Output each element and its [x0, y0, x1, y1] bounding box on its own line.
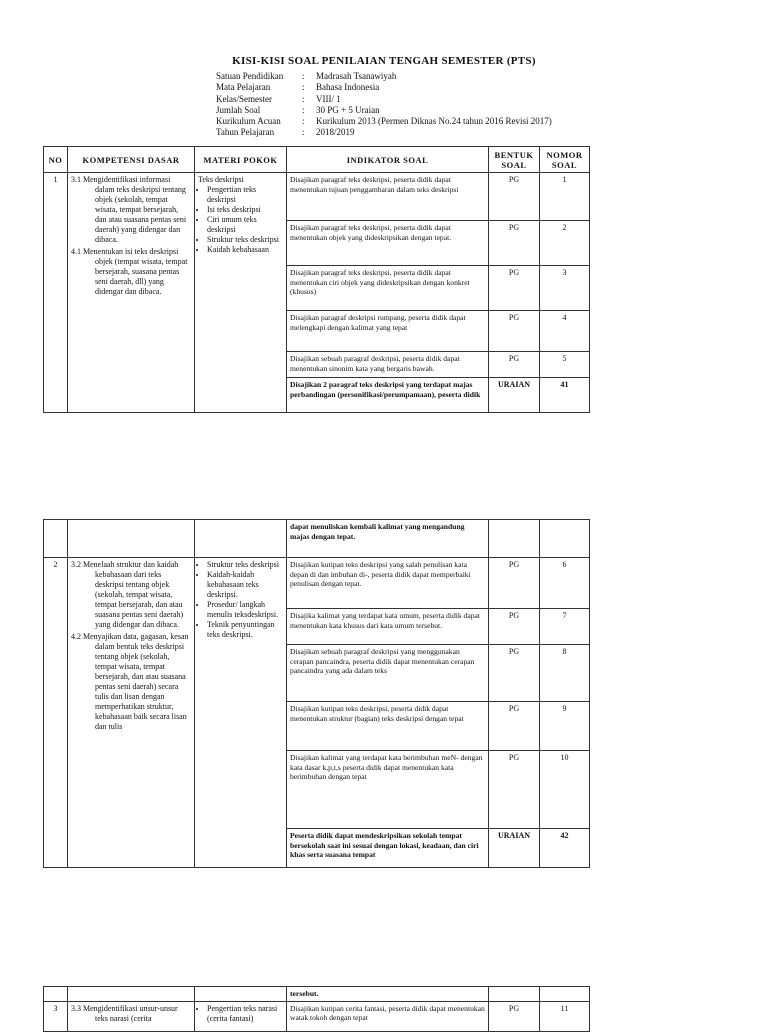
- indikator-cell: Disajikan paragraf teks deskripsi, peserta didik dapat menentukan objek yang dideskripsikan dengan tepat.: [287, 221, 489, 266]
- header-nomor-soal: NOMOR SOAL: [540, 147, 590, 173]
- document-meta: [216, 71, 552, 139]
- bentuk-cell: PG: [489, 645, 540, 702]
- empty-cell: [195, 987, 287, 1002]
- meta-value: Bahasa Indonesia: [316, 82, 380, 93]
- header-no: NO: [44, 147, 68, 173]
- kd-item: 3.2 Menelaah struktur dan kaidah kebahasaan dari teks deskripsi tentang objek (sekolah, tempat wisata, tempat bersejarah, dan atau suasana pentas seni daerah) yang didengar dan dibaca.: [71, 560, 184, 629]
- nomor-cell: 9: [540, 702, 590, 751]
- empty-cell: [489, 520, 540, 558]
- bentuk-cell: URAIAN: [489, 378, 540, 413]
- table-row: [44, 520, 590, 558]
- bentuk-cell: PG: [489, 702, 540, 751]
- indikator-cell: dapat menuliskan kembali kalimat yang mengandung majas dengan tepat.: [287, 520, 489, 558]
- kompetensi-dasar-cell: [68, 558, 195, 868]
- kisi-kisi-table-3: [43, 986, 590, 1032]
- table-row: [44, 173, 590, 221]
- bentuk-cell: PG: [489, 311, 540, 352]
- meta-row: [216, 116, 552, 127]
- row-number: 2: [44, 558, 68, 868]
- nomor-cell: 10: [540, 751, 590, 829]
- meta-value: Madrasah Tsanawiyah: [316, 71, 397, 81]
- meta-label: Satuan Pendidikan: [216, 71, 284, 81]
- kisi-kisi-table-2: [43, 519, 590, 868]
- bentuk-cell: PG: [489, 1001, 540, 1031]
- bentuk-cell: PG: [489, 352, 540, 378]
- list-item: • Kaidah-kaidah kebahasaan teks deskripsi.: [207, 570, 283, 600]
- meta-value: Kurikulum 2013 (Permen Diknas No.24 tahun 2016 Revisi 2017): [316, 116, 552, 127]
- materi-pokok-cell: [195, 173, 287, 413]
- list-item: • Pengertian teks deskripsi: [207, 185, 283, 205]
- bentuk-cell: URAIAN: [489, 829, 540, 868]
- empty-cell: [44, 520, 68, 558]
- list-item: • Pengertian teks narasi (cerita fantasi): [207, 1004, 283, 1024]
- bentuk-cell: PG: [489, 558, 540, 609]
- bentuk-cell: PG: [489, 609, 540, 645]
- nomor-cell: 7: [540, 609, 590, 645]
- meta-value: 30 PG + 5 Uraian: [316, 104, 380, 115]
- indikator-cell: Disajikan paragraf teks deskripsi, peserta didik dapat menentukan ciri objek yang dideskripsikan dengan konkret (khusus): [287, 266, 489, 311]
- materi-intro: Teks deskripsi: [198, 175, 244, 184]
- meta-row: [216, 127, 552, 138]
- materi-pokok-cell: [195, 558, 287, 868]
- kd-item: 3.3 Mengidentifikasi unsur-unsur teks narasi (cerita: [71, 1003, 178, 1023]
- empty-cell: [540, 987, 590, 1002]
- indikator-cell: Disajikan kalimat yang terdapat kata berimbuhan meN- dengan kata dasar k,p,t,s peserta didik dapat menentukan kata berimbuhan dengan tepat: [287, 751, 489, 829]
- indikator-cell: Disajikan paragraf deskripsi rumpang, peserta didik dapat melengkapi dengan kalimat yang tepat: [287, 311, 489, 352]
- header-bentuk-soal: BENTUK SOAL: [489, 147, 540, 173]
- indikator-cell: Disajikan kutipan teks deskripsi yang salah penulisan kata depan di dan imbuhan di-, peserta didik dapat memperbaiki penulisan dengan tepat.: [287, 558, 489, 609]
- nomor-cell: 3: [540, 266, 590, 311]
- indikator-cell: Peserta didik dapat mendeskripsikan sekolah tempat bersekolah saat ini sesuai dengan lokasi, keadaan, dan ciri khas serta suasana tempat: [287, 829, 489, 868]
- list-item: • Struktur teks deskripsi: [207, 235, 283, 245]
- meta-row: [216, 82, 552, 93]
- indikator-cell: Disajikan 2 paragraf teks deskripsi yang terdapat majas perbandingan (personifikasi/perumpamaan), peserta didik: [287, 378, 489, 413]
- table-row: [44, 1001, 590, 1031]
- header-materi-pokok: MATERI POKOK: [195, 147, 287, 173]
- empty-cell: [68, 987, 195, 1002]
- meta-row: [216, 105, 552, 116]
- row-number: 1: [44, 173, 68, 413]
- meta-separator: :: [302, 116, 305, 127]
- meta-label: Kurikulum Acuan: [216, 116, 281, 127]
- meta-separator: :: [302, 104, 305, 115]
- nomor-cell: 6: [540, 558, 590, 609]
- empty-cell: [489, 987, 540, 1002]
- materi-list: [198, 185, 283, 255]
- indikator-cell: Disajikan sebuah paragraf deskripsi, peserta didik dapat menentukan sinonim kata yang bergaris bawah.: [287, 352, 489, 378]
- list-item: • Prosedur/ langkah menulis teksdeskripsi.: [207, 600, 283, 620]
- empty-cell: [195, 520, 287, 558]
- kd-item: 4.2 Menyajikan data, gagasan, kesan dalam bentuk teks deskripsi tentang objek (sekolah, tempat wisata, tempat bersejarah, dan atau suasana pentas seni daerah) secara tulis dan lisan dengan memperhatikan struktur, kebahasaan baik secara lisan dan tulis: [71, 632, 189, 731]
- document-title: KISI-KISI SOAL PENILAIAN TENGAH SEMESTER (PTS): [232, 55, 536, 67]
- meta-label: Kelas/Semester: [216, 93, 272, 104]
- indikator-cell: Disajikan kutipan cerita fantasi, peserta didik dapat menentukan watak tokoh dengan tepat: [287, 1001, 489, 1031]
- bentuk-cell: PG: [489, 221, 540, 266]
- meta-value: 2018/2019: [316, 127, 355, 138]
- meta-label: Jumlah Soal: [216, 104, 261, 115]
- meta-row: [216, 94, 552, 105]
- materi-pokok-cell: [195, 1001, 287, 1031]
- meta-label: Tahun Pelajaran: [216, 127, 275, 138]
- indikator-cell: Disajikan paragraf teks deskripsi, peserta didik dapat menentukan tujuan penggambaran dalam teks deskripsi: [287, 173, 489, 221]
- kisi-kisi-table-1: [43, 146, 590, 413]
- nomor-cell: 2: [540, 221, 590, 266]
- indikator-cell: Disajika kalimat yang terdapat kata umum, peserta didik dapat menentukan kata khusus dari kata umum tersebut.: [287, 609, 489, 645]
- meta-separator: :: [302, 82, 305, 93]
- list-item: • Struktur teks deskripsi: [207, 560, 283, 570]
- nomor-cell: 4: [540, 311, 590, 352]
- meta-label: Mata Pelajaran: [216, 82, 271, 93]
- bentuk-cell: PG: [489, 173, 540, 221]
- meta-separator: :: [302, 93, 305, 104]
- header-indikator-soal: INDIKATOR SOAL: [287, 147, 489, 173]
- nomor-cell: 42: [540, 829, 590, 868]
- meta-row: [216, 71, 552, 82]
- empty-cell: [44, 987, 68, 1002]
- nomor-cell: 41: [540, 378, 590, 413]
- meta-separator: :: [302, 127, 305, 138]
- materi-list: [198, 560, 283, 640]
- table-row: [44, 987, 590, 1002]
- meta-value: VIII/ 1: [316, 93, 341, 104]
- bentuk-cell: PG: [489, 266, 540, 311]
- nomor-cell: 11: [540, 1001, 590, 1031]
- list-item: • Isi teks deskripsi: [207, 205, 283, 215]
- indikator-cell: Disajikan kutipan teks deskripsi, peserta didik dapat menentukan struktur (bagian) teks deskripsi dengan tepat: [287, 702, 489, 751]
- indikator-cell: tersebut.: [287, 987, 489, 1002]
- kd-item: 3.1 Mengidentifikasi informasi dalam teks deskripsi tentang objek (sekolah, tempat wisata, tempat bersejarah, dan atau suasana pentas seni daerah) yang didengar dan dibaca.: [71, 175, 187, 244]
- kompetensi-dasar-cell: [68, 173, 195, 413]
- list-item: • Kaidah kebahasaan: [207, 245, 283, 255]
- nomor-cell: 5: [540, 352, 590, 378]
- materi-list: [198, 1004, 283, 1024]
- nomor-cell: 8: [540, 645, 590, 702]
- list-item: • Teknik penyuntingan teks deskripsi.: [207, 620, 283, 640]
- indikator-cell: Disajikan sebuah paragraf deskripsi yang menggunakan cerapan pancaindra, peserta didik dapat menentukan cerapan pancaindra yang ada dalam teks: [287, 645, 489, 702]
- empty-cell: [540, 520, 590, 558]
- header-kompetensi-dasar: KOMPETENSI DASAR: [68, 147, 195, 173]
- row-number: 3: [44, 1001, 68, 1031]
- nomor-cell: 1: [540, 173, 590, 221]
- table-header-row: [44, 147, 590, 173]
- list-item: • Ciri umum teks deskripsi: [207, 215, 283, 235]
- kd-item: 4.1 Menentukan isi teks deskripsi objek (tempat wisata, tempat bersejarah, suasana pentas seni daerah, dll) yang didengar dan dibaca.: [71, 247, 188, 296]
- table-row: [44, 558, 590, 609]
- bentuk-cell: PG: [489, 751, 540, 829]
- empty-cell: [68, 520, 195, 558]
- kompetensi-dasar-cell: [68, 1001, 195, 1031]
- meta-separator: :: [302, 71, 305, 81]
